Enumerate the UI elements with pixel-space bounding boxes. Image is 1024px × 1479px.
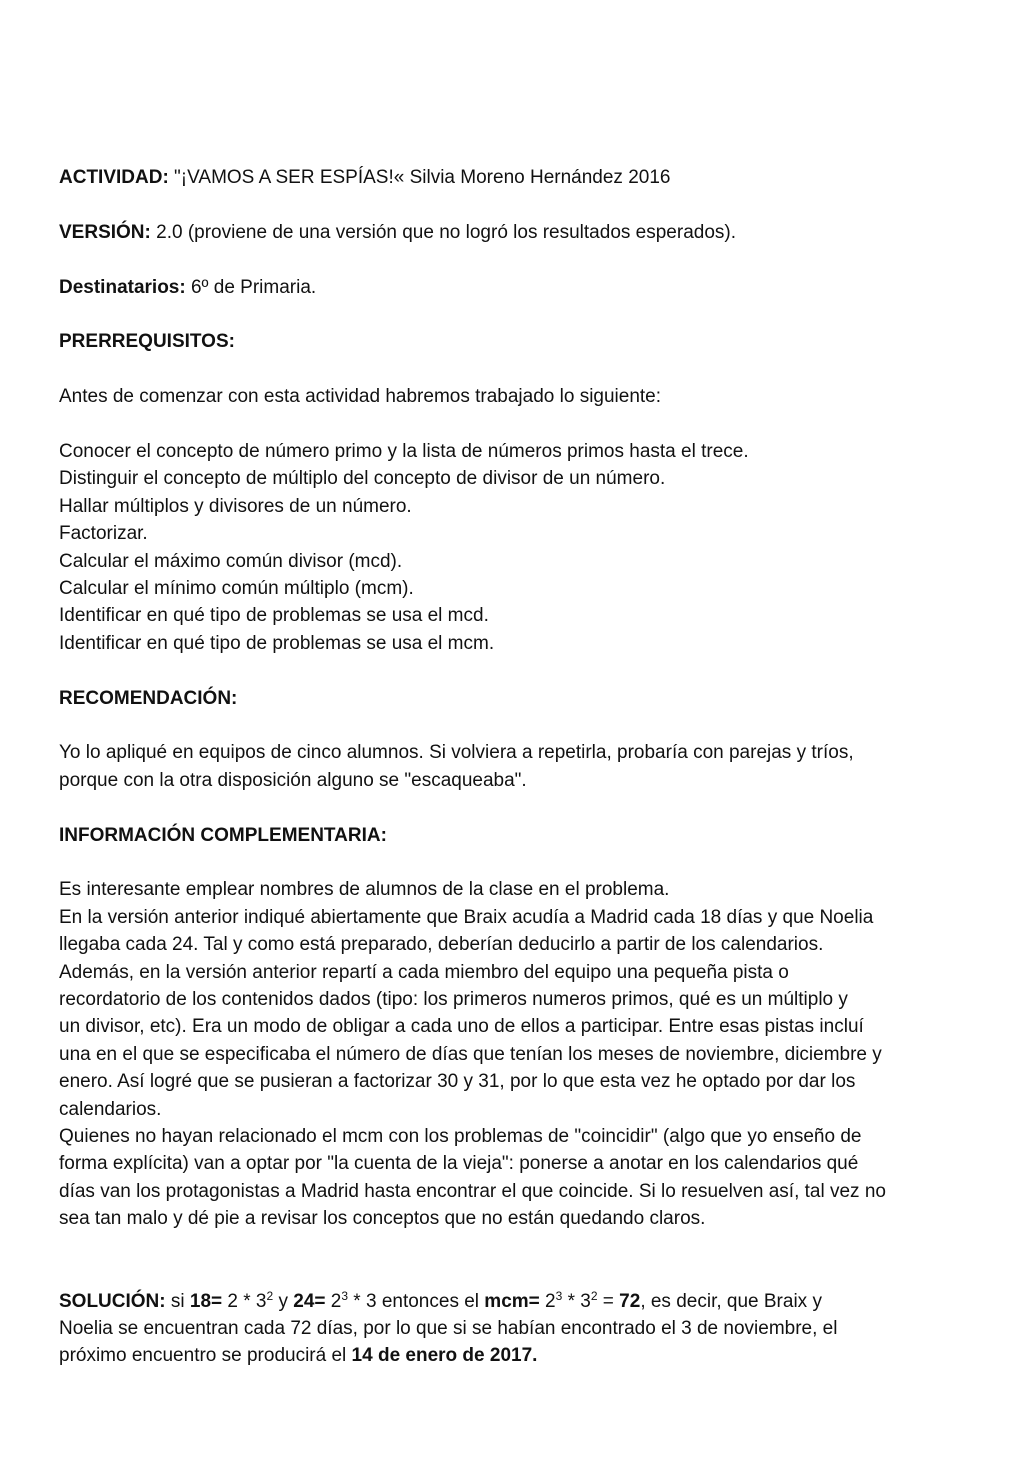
recomendacion-line: Yo lo apliqué en equipos de cinco alumnos. Si volviera a repetirla, probaría con parejas y tríos, — [59, 742, 854, 764]
informacion-line: sea tan malo y dé pie a revisar los conceptos que no están quedando claros. — [59, 1208, 706, 1230]
informacion-line: forma explícita) van a optar por "la cuenta de la vieja": ponerse a anotar en los calendarios qué — [59, 1153, 859, 1175]
informacion-line: recordatorio de los contenidos dados (tipo: los primeros numeros primos, qué es un múltiplo y — [59, 989, 848, 1011]
informacion-line: calendarios. — [59, 1098, 162, 1120]
informacion-line: llegaba cada 24. Tal y como está preparado, deberían deducirlo a partir de los calendarios. — [59, 934, 824, 956]
version-line — [59, 219, 969, 246]
actividad-line — [59, 164, 969, 191]
informacion-line: Quienes no hayan relacionado el mcm con los problemas de "coincidir" (algo que yo enseño de — [59, 1126, 862, 1148]
informacion-line: días van los protagonistas a Madrid hasta encontrar el que coincide. Si lo resuelven así, tal vez no — [59, 1180, 886, 1202]
prerrequisito-item: Calcular el máximo común divisor (mcd). — [59, 550, 403, 572]
solucion-line-2: Noelia se encuentran cada 72 días, por lo que si se habían encontrado el 3 de noviembre, el — [59, 1317, 838, 1339]
destinatarios-label: Destinatarios: — [59, 276, 186, 298]
prerrequisitos-heading: PRERREQUISITOS: — [59, 331, 235, 353]
version-value: 2.0 (proviene de una versión que no logró los resultados esperados). — [150, 221, 736, 243]
prerrequisito-item: Conocer el concepto de número primo y la lista de números primos hasta el trece. — [59, 440, 749, 462]
solucion-label: SOLUCIÓN: — [59, 1290, 166, 1312]
prerrequisito-item: Factorizar. — [59, 523, 148, 545]
prerrequisito-item: Identificar en qué tipo de problemas se usa el mcd. — [59, 605, 489, 627]
actividad-value: "¡VAMOS A SER ESPÍAS!« Silvia Moreno Hernández 2016 — [168, 167, 671, 188]
destinatarios-line — [59, 274, 969, 301]
prerrequisito-item: Distinguir el concepto de múltiplo del concepto de divisor de un número. — [59, 468, 666, 490]
solucion-line-3: próximo encuentro se producirá el 14 de enero de 2017. — [59, 1345, 538, 1367]
informacion-line: un divisor, etc). Era un modo de obligar a cada uno de ellos a participar. Entre esas pistas incluí — [59, 1016, 864, 1038]
informacion-line: una en el que se especificaba el número de días que tenían los meses de noviembre, diciembre y — [59, 1043, 882, 1065]
recomendacion-heading: RECOMENDACIÓN: — [59, 687, 238, 709]
actividad-label: ACTIVIDAD: — [59, 167, 169, 188]
version-label: VERSIÓN: — [59, 221, 151, 243]
informacion-heading: INFORMACIÓN COMPLEMENTARIA: — [59, 824, 387, 846]
prerrequisitos-intro: Antes de comenzar con esta actividad habremos trabajado lo siguiente: — [59, 386, 662, 408]
informacion-line: enero. Así logré que se pusieran a factorizar 30 y 31, por lo que esta vez he optado por dar los — [59, 1071, 856, 1093]
document-page — [59, 164, 969, 1370]
informacion-line: Además, en la versión anterior repartí a cada miembro del equipo una pequeña pista o — [59, 961, 789, 983]
prerrequisito-item: Calcular el mínimo común múltiplo (mcm). — [59, 578, 414, 600]
informacion-line: En la versión anterior indiqué abiertamente que Braix acudía a Madrid cada 18 días y que Noelia — [59, 906, 874, 928]
prerrequisito-item: Identificar en qué tipo de problemas se usa el mcm. — [59, 632, 495, 654]
informacion-line: Es interesante emplear nombres de alumnos de la clase en el problema. — [59, 879, 670, 901]
destinatarios-value: 6º de Primaria. — [185, 276, 317, 298]
solucion-fecha: 14 de enero de 2017. — [351, 1345, 538, 1367]
solucion-line: SOLUCIÓN: si $18= 2 * 3^2$ y $24= 2^3 * 3$ entonces el $mcm= 2^3 * 3^2 = 72$, es decir, que Braix y — [59, 1288, 822, 1312]
prerrequisito-item: Hallar múltiplos y divisores de un número. — [59, 495, 412, 517]
recomendacion-line: porque con la otra disposición alguno se "escaqueaba". — [59, 769, 527, 791]
